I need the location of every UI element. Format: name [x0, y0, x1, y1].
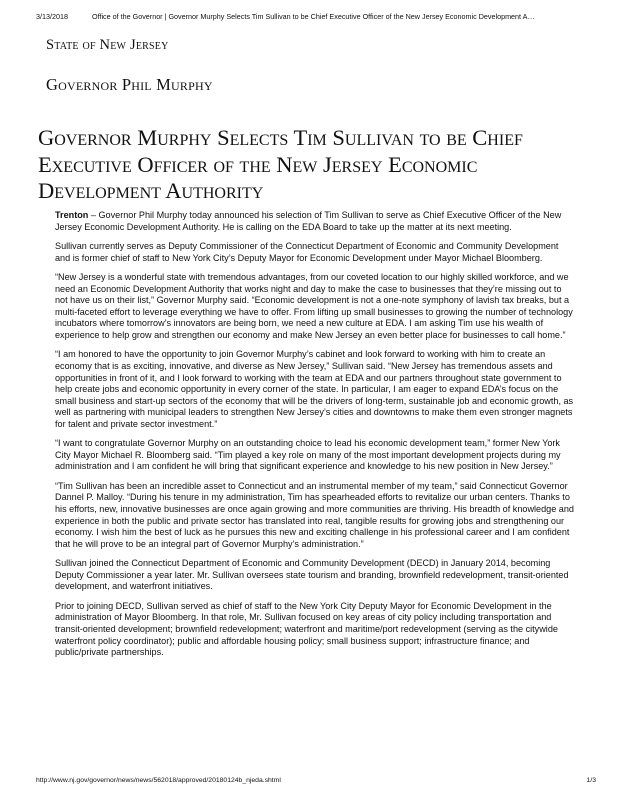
article-paragraph: Sullivan currently serves as Deputy Commissioner of the Connecticut Department of Economic and Community Development and is former chief of staff to New York City’s Deputy Mayor for Economic Development under Mayor Michael Bloomberg.	[55, 241, 559, 263]
article-paragraph: “Tim Sullivan has been an incredible asset to Connecticut and an instrumental member of my team,” said Connecticut Governor Dannel P. Malloy. “During his tenure in my administration, Tim has spearheaded efforts to revitalize our urban centers. Thanks to his efforts, new, innovative businesses are once again growing and more communities are thriving. His breadth of knowledge and experience in both the public and private sector has translated into real, tangible results for growing jobs and strengthening our economy. I wish him the best of luck as he pursues this new and exciting challenge in his professional career and I am confident that he will prove to be an integral part of Governor Murphy’s administration.”	[55, 480, 574, 549]
article-paragraph: Prior to joining DECD, Sullivan served as chief of staff to the New York City Deputy Mayor for Economic Development in the administration of Mayor Bloomberg. In that role, Mr. Sullivan focused on key areas of city policy including transportation and transit-oriented development; brownfield redevelopment; waterfront and maritime/port redevelopment (serving as the citywide waterfront policy coordinator); public and affordable housing policy; small business support; infrastructure finance; and public/private partnerships.	[55, 600, 558, 658]
lead-paragraph	[55, 210, 575, 233]
state-name: State of New Jersey	[46, 37, 169, 53]
dateline: Trenton	[55, 210, 89, 220]
print-footer	[36, 777, 596, 784]
article-paragraph: “New Jersey is a wonderful state with tremendous advantages, from our coveted location to our highly skilled workforce, and we need an Economic Development Authority that works night and day to make the case to businesses that they’re missing out to not have us on their list,” Governor Murphy said. “Economic development is not a one-note symphony of lavish tax breaks, but a multi-faceted effort to leverage everything we have to offer. From lifting up small businesses to growing the number of technology incubators where tomorrow’s innovators are being born, we need a new culture at EDA. I am asking Tim use his wealth of experience to help grow and strengthen our economy and make New Jersey an even better place for businesses to call home.”	[55, 272, 573, 340]
article-paragraph: Sullivan joined the Connecticut Department of Economic and Community Development (DECD) in January 2014, becoming Deputy Commissioner a year later. Mr. Sullivan oversees state tourism and branding, brownfield redevelopment, transit-oriented development, and waterfront initiatives.	[55, 558, 569, 592]
article-body	[55, 210, 575, 667]
print-url: http://www.nj.gov/governor/news/news/562018/approved/20180124b_njeda.shtml	[36, 777, 281, 784]
page-number: 1/3	[586, 777, 596, 784]
print-page-title: Office of the Governor | Governor Murphy Selects Tim Sullivan to be Chief Executive Officer of the New Jersey Economic Development A…	[92, 12, 535, 21]
print-date: 3/13/2018	[36, 12, 68, 21]
governor-name: Governor Phil Murphy	[46, 75, 213, 94]
article-headline: Governor Murphy Selects Tim Sullivan to be Chief Executive Officer of the New Jersey Economic Development Authority	[38, 125, 523, 203]
print-header	[36, 12, 596, 21]
article-paragraph: “I want to congratulate Governor Murphy on an outstanding choice to lead his economic development team,” former New York City Mayor Michael R. Bloomberg said. “Tim played a key role on many of the most important development projects during my administration and I am confident he will bring that significant experience and knowledge to his new position in New Jersey.”	[55, 438, 561, 472]
lead-text: – Governor Phil Murphy today announced his selection of Tim Sullivan to serve as Chief Executive Officer of the New Jersey Economic Development Authority. He is calling on the EDA Board to take up the matter at its next meeting.	[55, 210, 562, 232]
article-paragraph: “I am honored to have the opportunity to join Governor Murphy’s cabinet and look forward to working with him to create an economy that is as exciting, innovative, and diverse as New Jersey,” Sullivan said. “New Jersey has tremendous assets and opportunities in front of it, and I look forward to working with the team at EDA and our partners throughout state government to help create jobs and economic opportunity in every corner of the state. In particular, I am eager to expand EDA’s focus on the small business and start-up sectors of the economy that will be the drivers of long-term, sustainable job and economic growth, as well as partnering with municipal leaders to strengthen New Jersey’s cities and downtowns to make them even stronger magnets for talent and private sector investment.”	[55, 349, 574, 429]
